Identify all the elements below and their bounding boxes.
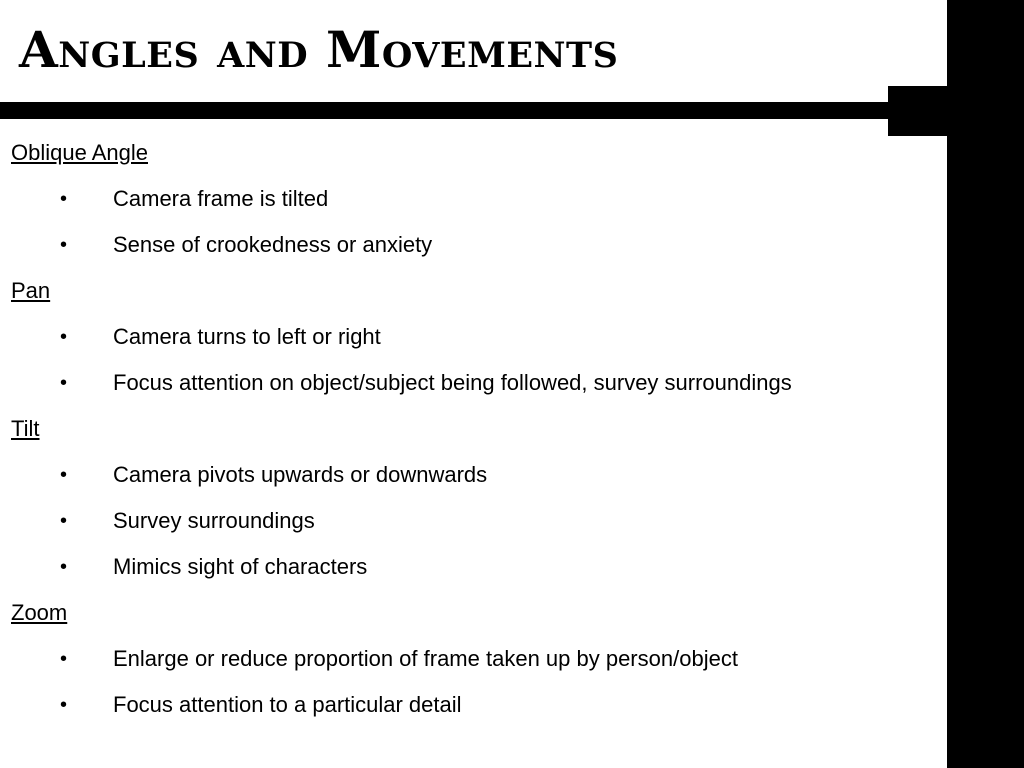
bullet-text: Camera turns to left or right xyxy=(113,324,381,349)
bullet-item xyxy=(11,452,941,498)
bullet-dot-icon: • xyxy=(60,188,68,210)
title-rule-block xyxy=(888,86,948,136)
section-pan xyxy=(11,268,941,406)
section-heading: Tilt xyxy=(11,416,40,441)
bullet-text: Sense of crookedness or anxiety xyxy=(113,232,433,257)
section-heading: Zoom xyxy=(11,600,68,625)
section-tilt xyxy=(11,406,941,590)
bullet-text: Focus attention on object/subject being followed, survey surroundings xyxy=(113,370,792,395)
bullet-dot-icon: • xyxy=(60,694,68,716)
title-rule xyxy=(0,102,947,119)
section-heading: Oblique Angle xyxy=(11,140,148,165)
bullet-item xyxy=(11,498,941,544)
bullet-text: Camera frame is tilted xyxy=(113,186,329,211)
bullet-dot-icon: • xyxy=(60,510,68,532)
bullet-item xyxy=(11,360,941,406)
bullet-dot-icon: • xyxy=(60,464,68,486)
bullet-item xyxy=(11,222,941,268)
section-oblique-angle xyxy=(11,130,941,268)
bullet-item xyxy=(11,314,941,360)
bullet-dot-icon: • xyxy=(60,326,68,348)
bullet-dot-icon: • xyxy=(60,234,68,256)
slide-content xyxy=(11,130,941,728)
bullet-dot-icon: • xyxy=(60,372,68,394)
bullet-text: Enlarge or reduce proportion of frame taken up by person/object xyxy=(113,646,738,671)
right-decorative-bar xyxy=(947,0,1024,768)
bullet-dot-icon: • xyxy=(60,648,68,670)
slide-title: Angles and Movements xyxy=(19,20,619,79)
bullet-dot-icon: • xyxy=(60,556,68,578)
section-zoom xyxy=(11,590,941,728)
bullet-text: Survey surroundings xyxy=(113,508,315,533)
bullet-item xyxy=(11,682,941,728)
bullet-text: Camera pivots upwards or downwards xyxy=(113,462,488,487)
bullet-text: Focus attention to a particular detail xyxy=(113,692,462,717)
section-heading: Pan xyxy=(11,278,51,303)
bullet-item xyxy=(11,636,941,682)
bullet-item xyxy=(11,544,941,590)
bullet-item xyxy=(11,176,941,222)
bullet-text: Mimics sight of characters xyxy=(113,554,368,579)
